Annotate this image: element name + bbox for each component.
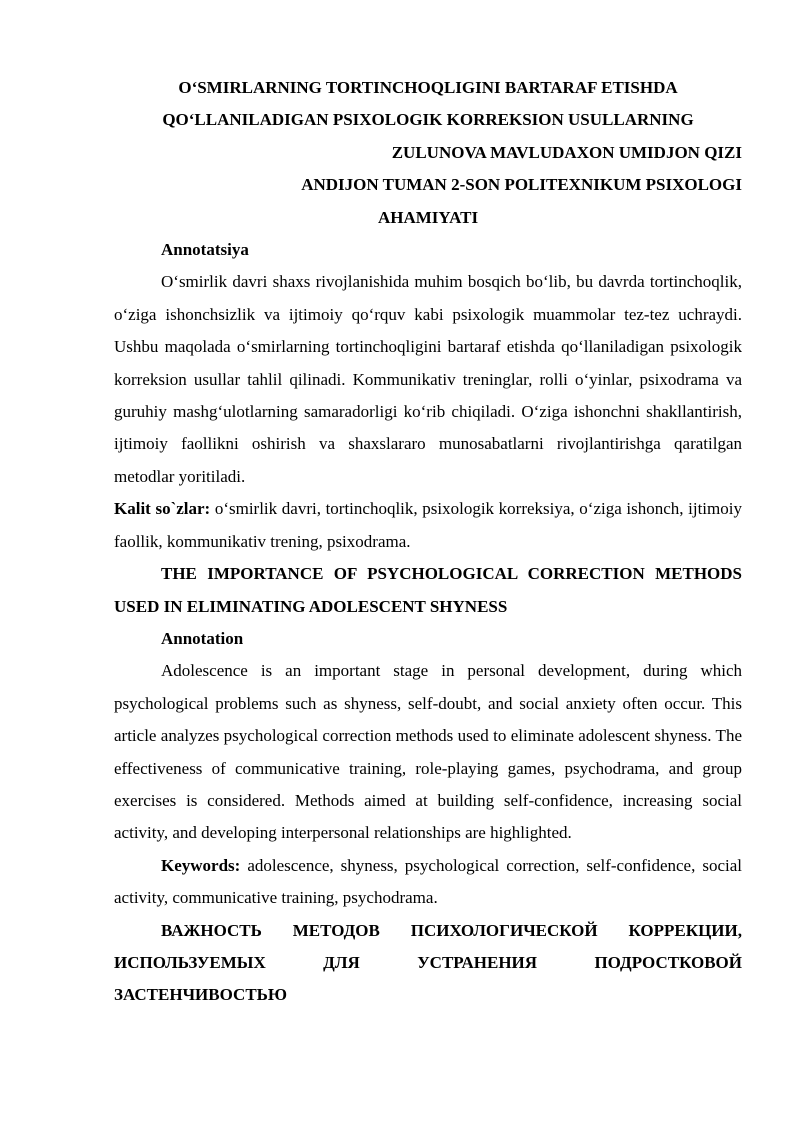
uz-keywords-text: o‘smirlik davri, tortinchoqlik, psixologik korreksiya, o‘ziga ishonch, ijtimoiy faollik, kommunikativ trening, psixodrama. [114,499,742,551]
uz-keywords-label: Kalit so`zlar: [114,499,211,519]
en-keywords-label: Keywords: [161,855,241,875]
title-line-3: AHAMIYATI [377,207,479,227]
author-affiliation: ANDIJON TUMAN 2-SON POLITEXNIKUM PSIXOLOGI [301,175,742,195]
en-keywords-text: adolescence, shyness, psychological correction, self-confidence, social activity, communicative training, psychodrama. [114,855,742,908]
title-line-2: QO‘LLANILADIGAN PSIXOLOGIK KORREKSION USULLARNING [162,110,694,130]
uz-annotation-text: O‘smirlik davri shaxs rivojlanishida muhim bosqich bo‘lib, bu davrda tortinchoqlik, o‘ziga ishonchsizlik va ijtimoiy qo‘rquv kabi psixologik muammolar tez-tez uchraydi. Ushbu maqolada o‘smirlarning tortinchoqligini bartaraf etishda qo‘llaniladigan psixologik korreksion usullar tahlil qilinadi. Kommunikativ treninglar, rolli o‘yinlar, psixodrama va guruhiy mashg‘ulotlarning samaradorligi ko‘rib chiqiladi. O‘ziga ishonchni shakllantirish, ijtimoiy faollikni oshirish va shaxslararo munosabatlarni rivojlantirishga qaratilgan metodlar yoritiladi. [114,272,742,486]
uz-annotation-heading: Annotatsiya [161,240,249,260]
uz-keywords [114,493,742,558]
title-line-1: O‘SMIRLARNING TORTINCHOQLIGINI BARTARAF ETISHDA [178,78,678,97]
en-title: THE IMPORTANCE OF PSYCHOLOGICAL CORRECTION METHODS USED IN ELIMINATING ADOLESCENT SHYNESS [114,564,742,616]
en-annotation-text: Adolescence is an important stage in personal development, during which psychological problems such as shyness, self-doubt, and social anxiety often occur. This article analyzes psychological correction methods used to eliminate adolescent shyness. The effectiveness of communicative training, role-playing games, psychodrama, and group exercises is considered. Methods aimed at building self-confidence, increasing social activity, and developing interpersonal relationships are highlighted. [114,661,742,843]
author-name: ZULUNOVA MAVLUDAXON UMIDJON QIZI [391,142,742,162]
en-annotation-heading: Annotation [161,628,244,648]
ru-title: ВАЖНОСТЬ МЕТОДОВ ПСИХОЛОГИЧЕСКОЙ КОРРЕКЦИИ, ИСПОЛЬЗУЕМЫХ ДЛЯ УСТРАНЕНИЯ ПОДРОСТКОВОЙ ЗАСТЕНЧИВОСТЬЮ [114,920,742,1005]
document-page [114,72,742,1012]
en-keywords [114,850,742,915]
